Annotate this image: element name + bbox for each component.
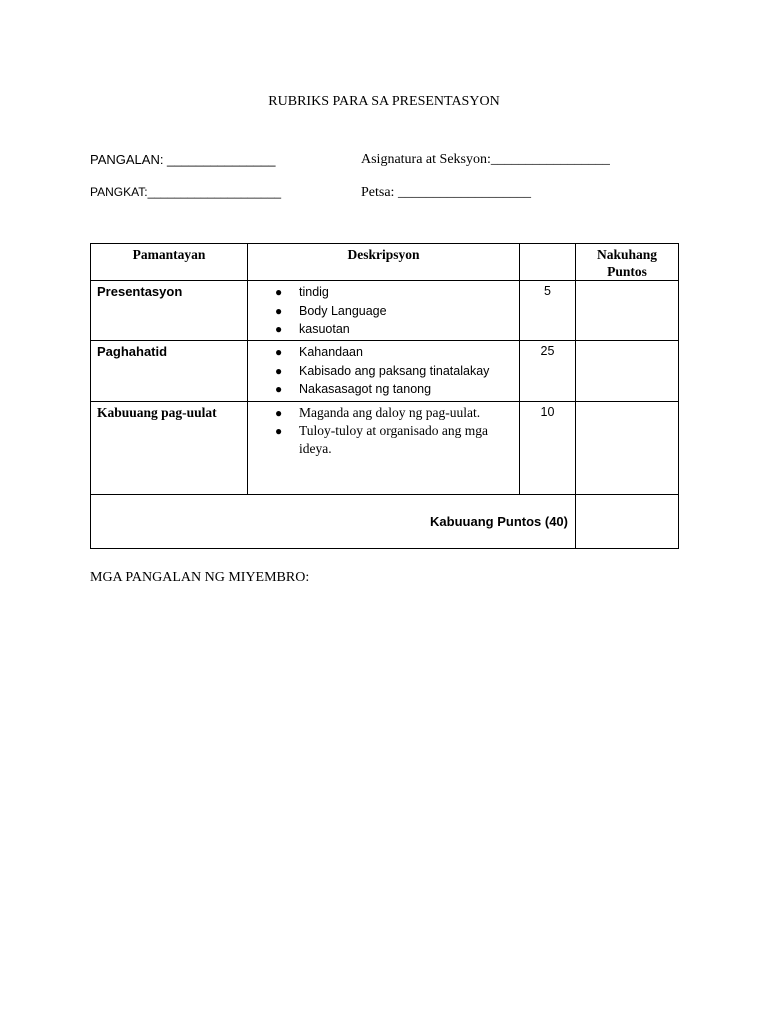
bullet-icon: ●	[275, 285, 283, 299]
bullet-icon: ●	[275, 382, 283, 396]
header-criteria: Pamantayan	[91, 244, 248, 281]
list-item: ● Tuloy-tuloy at organisado ang mga ideya.	[275, 423, 488, 456]
total-row	[91, 495, 679, 549]
points-cell: 5	[520, 281, 576, 341]
name-field: PANGALAN: _______________	[90, 152, 276, 167]
table-row	[91, 341, 679, 402]
table-row	[91, 281, 679, 341]
total-earned-cell[interactable]	[576, 495, 679, 549]
list-item: ● Body Language	[248, 302, 519, 321]
criterion-cell: Paghahatid	[91, 341, 248, 402]
bullet-icon: ●	[275, 424, 283, 438]
total-points-label: Kabuuang Puntos (40)	[91, 495, 576, 549]
bullet-icon: ●	[275, 345, 283, 359]
table-row	[91, 402, 679, 495]
list-item: ● Kabisado ang paksang tinatalakay	[248, 362, 519, 381]
subject-section-field: Asignatura at Seksyon:_________________	[361, 152, 610, 167]
list-item: ● Nakasasagot ng tanong	[248, 380, 519, 399]
bullet-icon: ●	[275, 363, 283, 378]
bullet-icon: ●	[275, 322, 283, 336]
header-description: Deskripsyon	[248, 244, 520, 281]
list-item: ● kasuotan	[248, 320, 519, 339]
table-header-row	[91, 244, 679, 281]
points-cell: 25	[520, 341, 576, 402]
points-cell: 10	[520, 402, 576, 495]
earned-points-cell[interactable]	[576, 341, 679, 402]
criterion-cell: Kabuuang pag-uulat	[91, 402, 248, 495]
bullet-icon: ●	[275, 406, 283, 420]
description-cell	[248, 341, 520, 402]
header-earned-points: Nakuhang Puntos	[576, 244, 679, 281]
rubric-table	[90, 243, 679, 549]
criterion-cell: Presentasyon	[91, 281, 248, 341]
list-item: ● tindig	[248, 283, 519, 302]
list-item: ● Maganda ang daloy ng pag-uulat.	[275, 405, 481, 420]
header-points	[520, 244, 576, 281]
description-cell	[248, 281, 520, 341]
list-item: ● Kahandaan	[248, 343, 519, 362]
date-field: Petsa: ___________________	[361, 185, 531, 200]
group-field: PANGKAT:____________________	[90, 185, 282, 199]
document-title: RUBRIKS PARA SA PRESENTASYON	[268, 94, 500, 109]
description-cell	[248, 402, 520, 495]
earned-points-cell[interactable]	[576, 281, 679, 341]
bullet-icon: ●	[275, 303, 283, 318]
members-heading: MGA PANGALAN NG MIYEMBRO:	[90, 570, 310, 585]
earned-points-cell[interactable]	[576, 402, 679, 495]
